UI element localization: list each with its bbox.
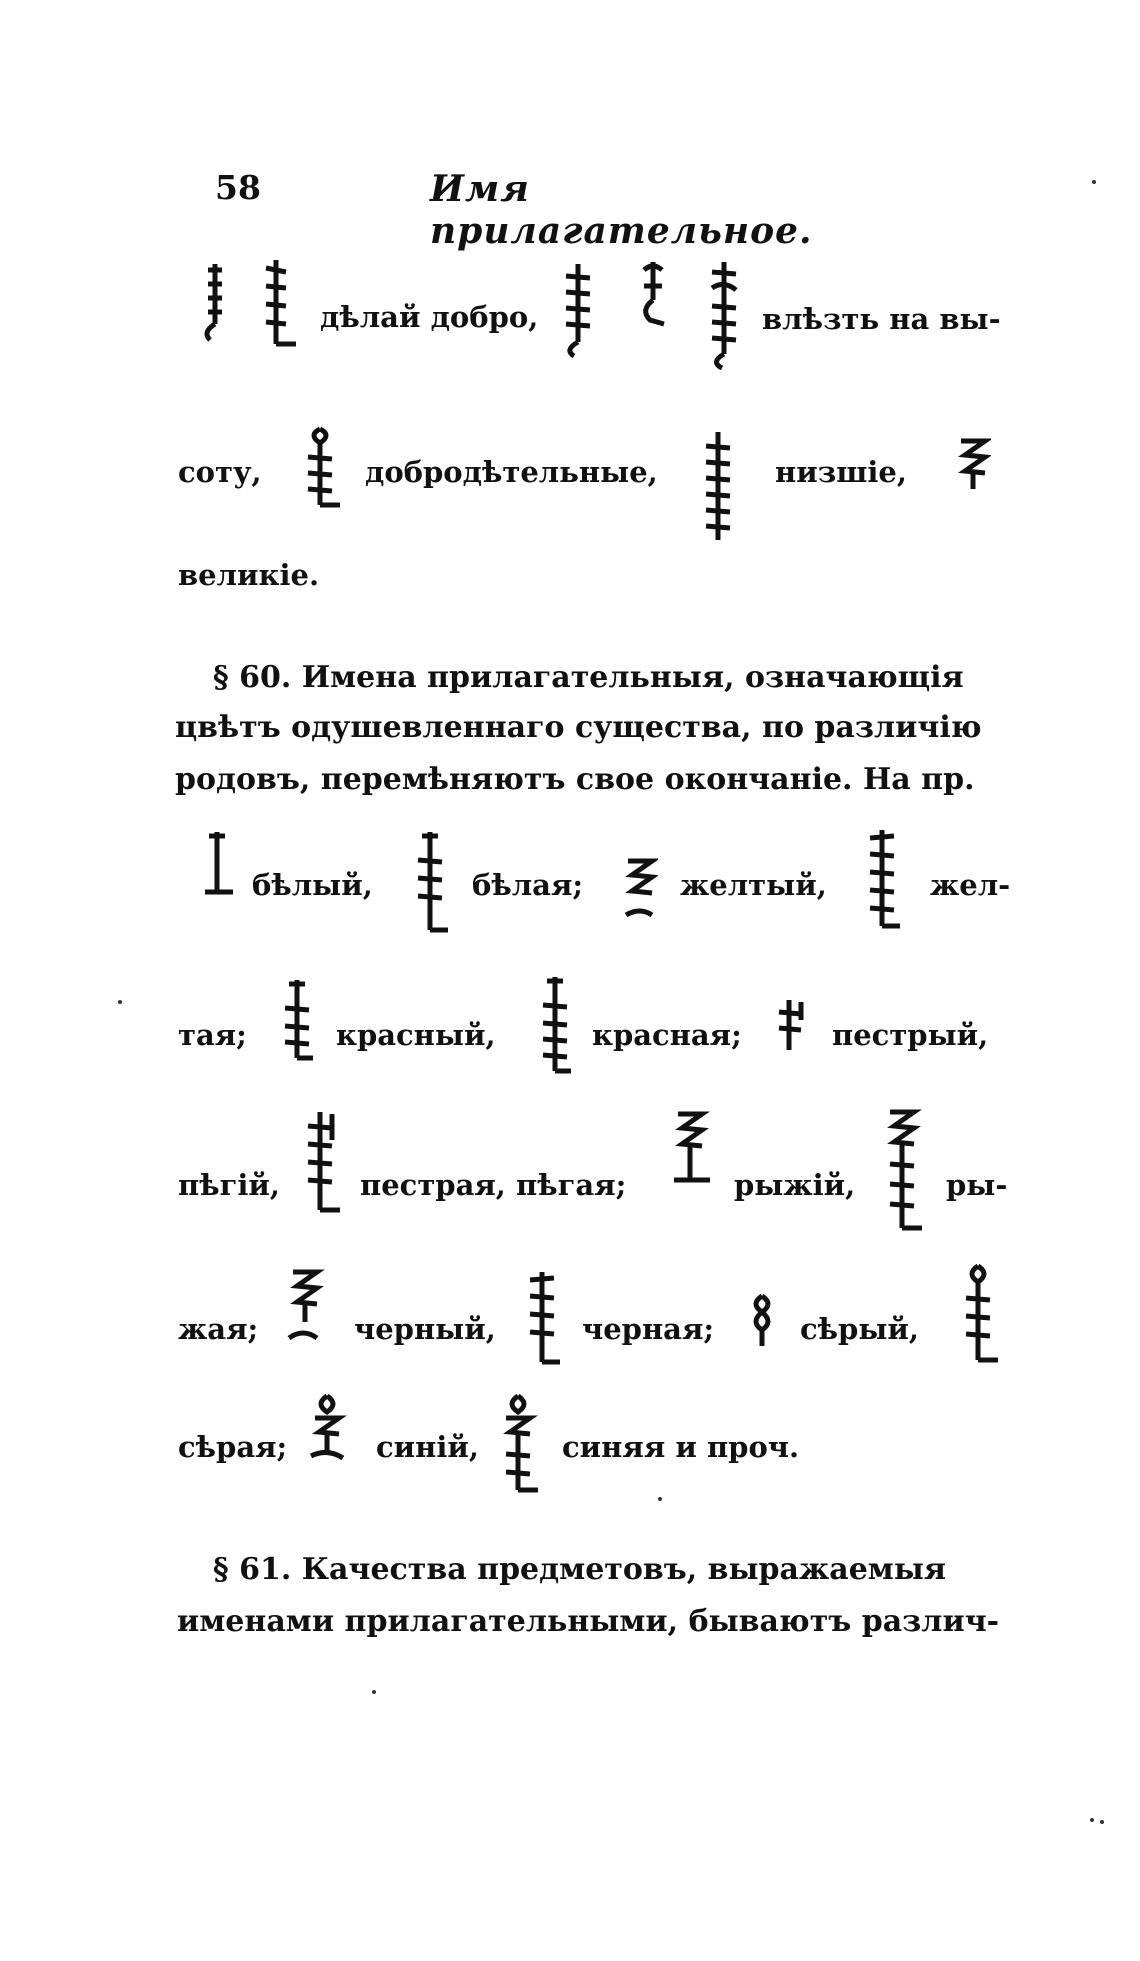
mongol-script-word-icon: [496, 1392, 540, 1502]
scan-speck: [1100, 1820, 1104, 1824]
running-title: Имя прилагательное.: [430, 168, 813, 252]
color-gloss: бѣлая;: [472, 868, 584, 902]
mongol-script-word-icon: [862, 828, 902, 938]
gloss-text: добродѣтельные,: [365, 455, 658, 489]
mongol-script-word-icon: [560, 262, 596, 358]
text-line: § 60. Имена прилагательныя, означающія: [213, 660, 964, 695]
color-gloss: желтый,: [680, 868, 827, 902]
mongol-script-word-icon: [956, 1262, 1000, 1372]
mongol-script-word-icon: [195, 830, 235, 900]
mongol-script-word-icon: [700, 430, 736, 550]
color-gloss: сѣрый,: [800, 1312, 920, 1346]
mongol-script-word-icon: [275, 978, 315, 1068]
mongol-script-word-icon: [706, 260, 742, 370]
scan-speck: [1092, 180, 1096, 184]
mongol-script-word-icon: [285, 1268, 325, 1348]
running-header: [215, 168, 845, 252]
color-gloss: красная;: [592, 1018, 742, 1052]
mongol-script-word-icon: [200, 262, 230, 344]
color-gloss: ры-: [946, 1168, 1008, 1202]
color-gloss: черный,: [354, 1312, 496, 1346]
paragraph-60: [175, 660, 1005, 810]
page-number: 58: [215, 168, 261, 207]
color-gloss: сѣрая;: [178, 1430, 288, 1464]
gloss-text: влѣзть на вы-: [762, 302, 1001, 336]
color-gloss: пѣгій,: [178, 1168, 281, 1202]
color-gloss: черная;: [582, 1312, 715, 1346]
color-gloss: пестрый,: [832, 1018, 989, 1052]
mongol-script-word-icon: [533, 975, 573, 1085]
gloss-text: дѣлай добро,: [320, 300, 539, 334]
paragraph-61: [175, 1552, 1005, 1662]
color-gloss: бѣлый,: [252, 868, 373, 902]
mongol-script-word-icon: [742, 1292, 782, 1352]
text-line: родовъ, перемѣняютъ свое окончаніе. На пр.: [175, 762, 975, 797]
mongol-script-word-icon: [522, 1270, 562, 1370]
color-gloss: тая;: [178, 1018, 247, 1052]
mongol-script-word-icon: [638, 260, 668, 330]
gloss-text: низшіе,: [775, 455, 907, 489]
mongol-script-word-icon: [955, 435, 991, 495]
color-gloss: синяя и проч.: [562, 1430, 800, 1464]
scan-speck: [372, 1690, 376, 1694]
mongol-script-word-icon: [305, 1392, 349, 1472]
mongol-script-word-icon: [410, 830, 450, 940]
text-line: именами прилагательными, бываютъ различ-: [177, 1604, 1000, 1639]
mongol-script-word-icon: [298, 425, 342, 515]
text-line: § 61. Качества предметовъ, выражаемыя: [213, 1552, 947, 1587]
scan-speck: [118, 1000, 122, 1004]
scan-speck: [658, 1497, 662, 1501]
color-gloss: синій,: [376, 1430, 480, 1464]
mongol-script-word-icon: [773, 998, 809, 1058]
color-gloss: рыжій,: [734, 1168, 856, 1202]
color-gloss: жел-: [930, 868, 1011, 902]
mongol-script-word-icon: [258, 258, 298, 350]
scan-speck: [1090, 1818, 1094, 1822]
mongol-script-word-icon: [668, 1110, 712, 1190]
mongol-script-word-icon: [622, 855, 658, 925]
color-gloss: красный,: [336, 1018, 496, 1052]
color-gloss: пестрая, пѣгая;: [360, 1168, 627, 1202]
mongol-script-word-icon: [880, 1108, 924, 1238]
text-line: цвѣтъ одушевленнаго существа, по различію: [175, 710, 982, 745]
color-gloss: жая;: [178, 1312, 259, 1346]
gloss-text: соту,: [178, 455, 262, 489]
mongol-script-word-icon: [302, 1110, 342, 1220]
gloss-text: великіе.: [178, 558, 320, 592]
